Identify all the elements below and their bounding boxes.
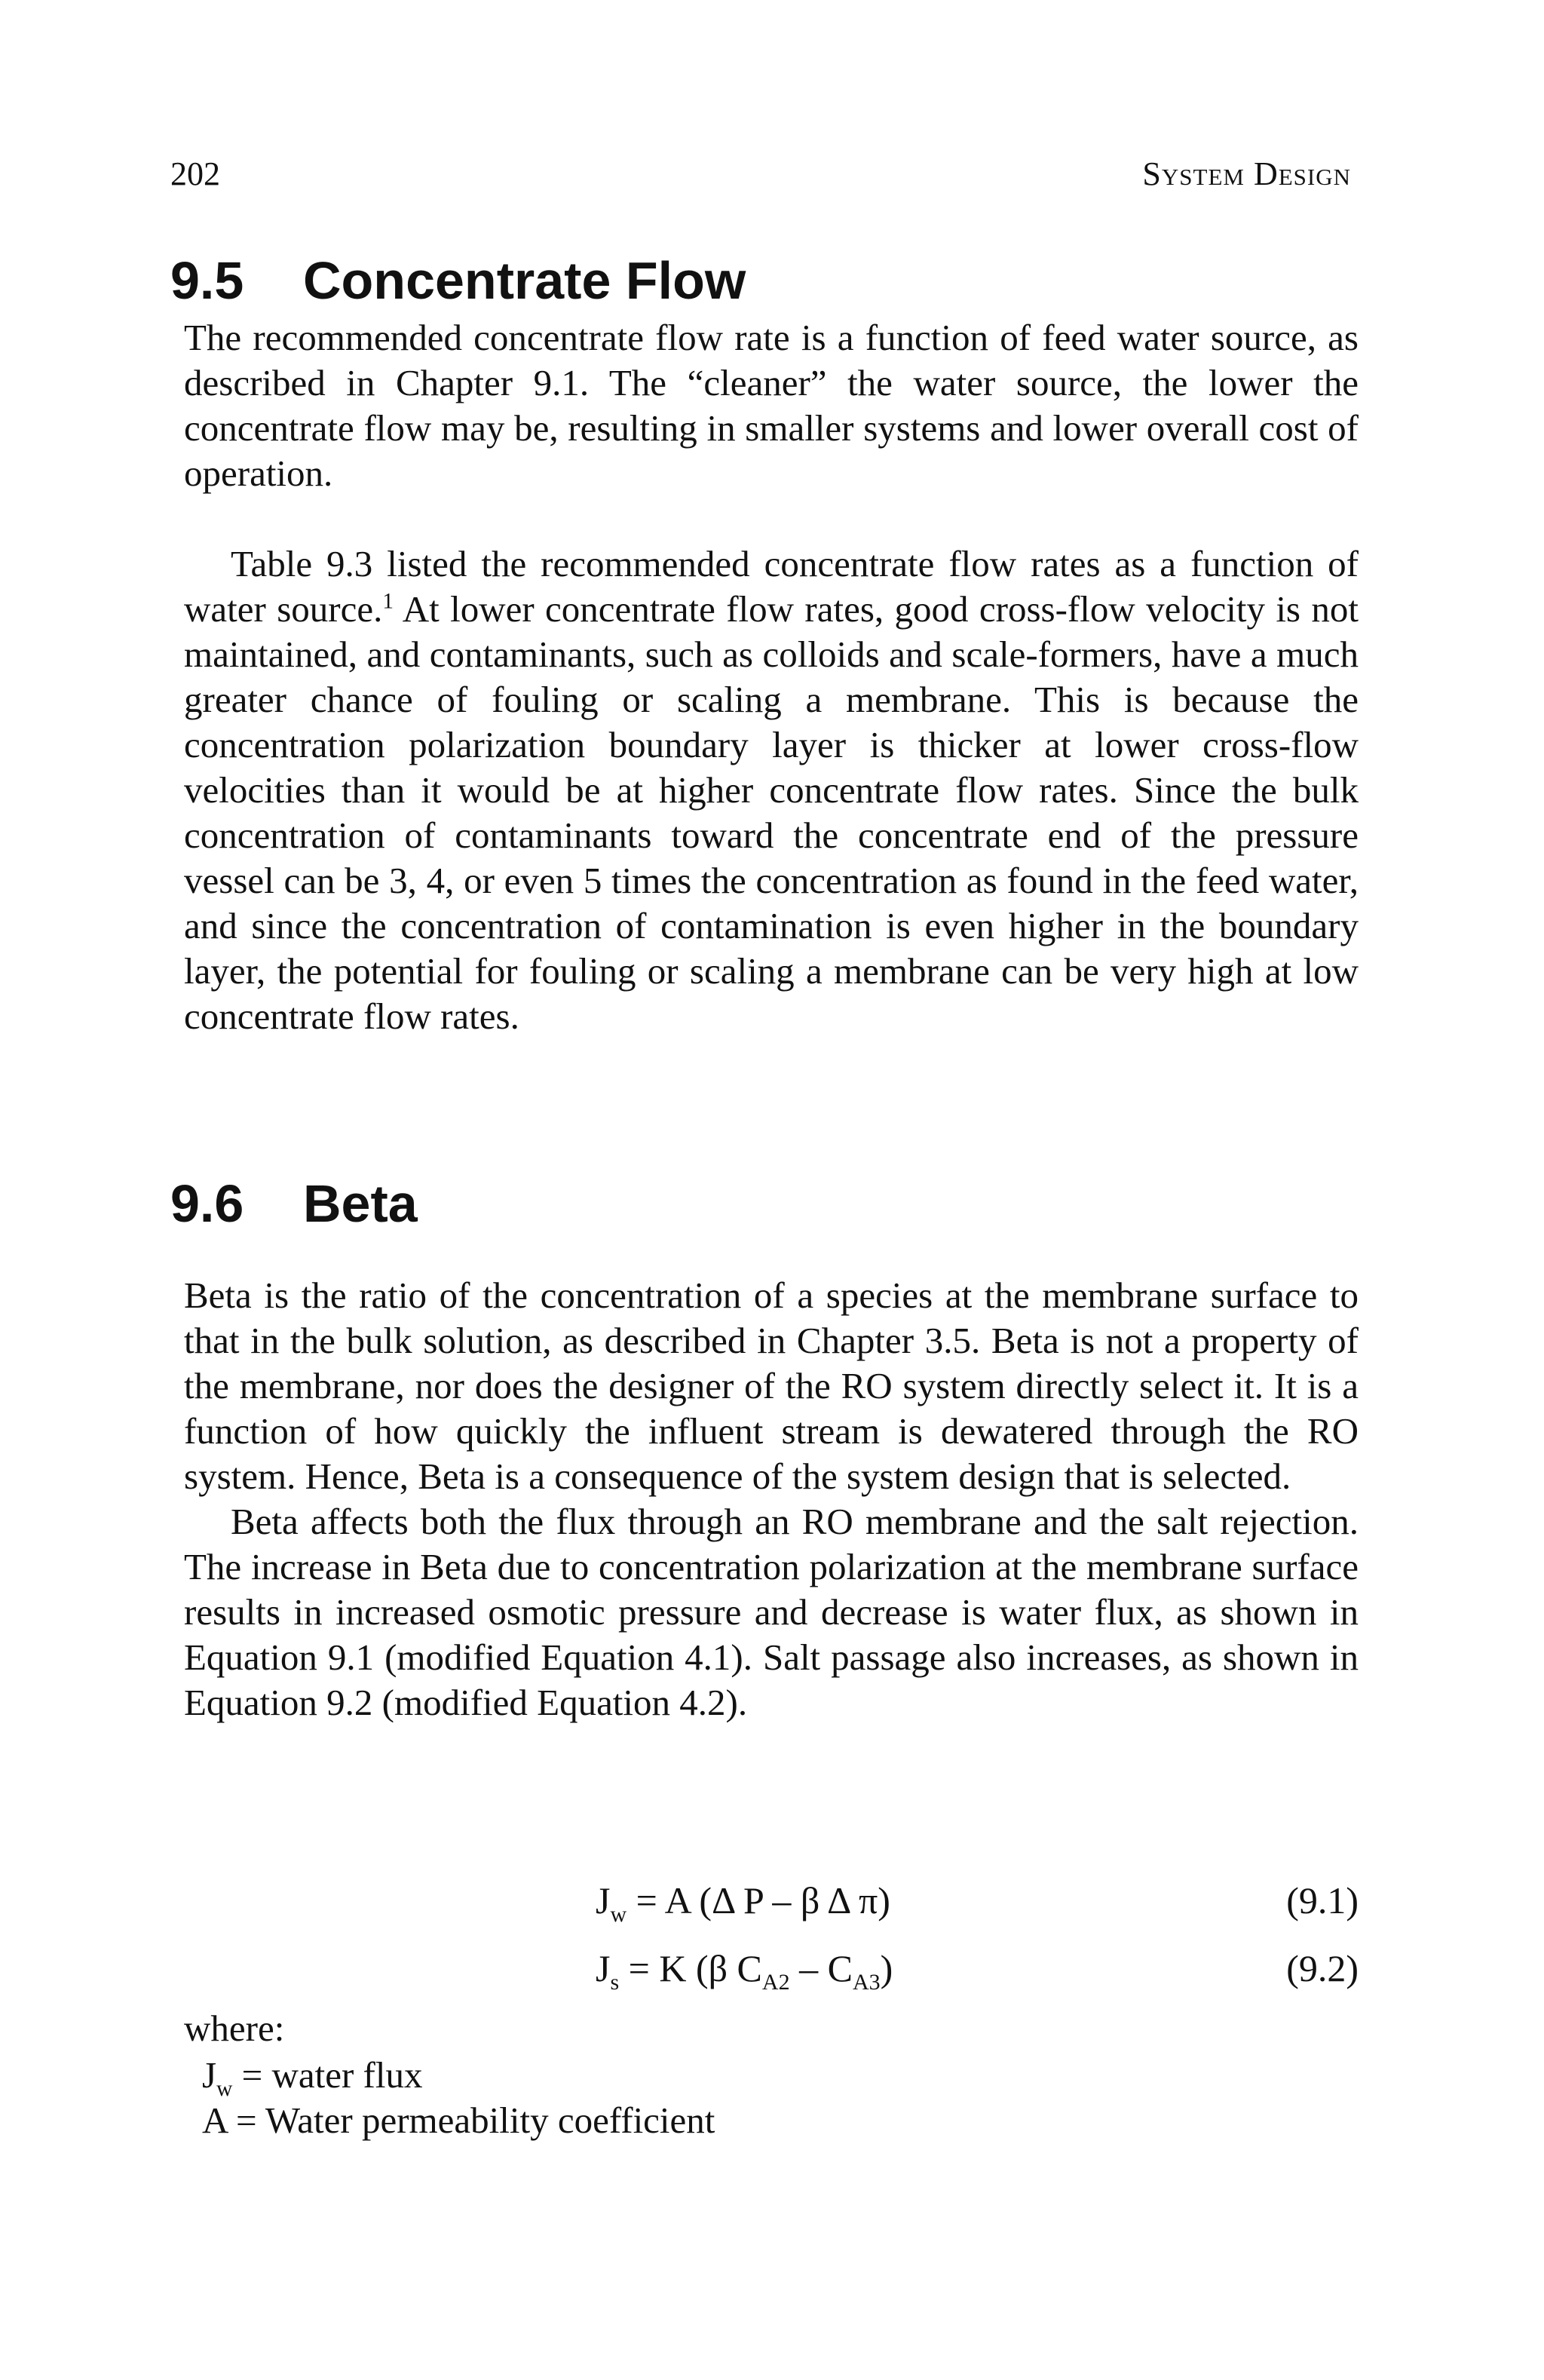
page-number: 202 (170, 155, 220, 192)
where-label: where: (184, 2007, 285, 2049)
equation-expression: $J_w = A$ (Δ P – β Δ π) (596, 1879, 890, 1927)
paragraph-text: At lower concentrate flow rates, good cross-flow velocity is not maintained, and contaminants, such as colloids and scale-formers, have a much greater chance of fouling or scaling a membrane. This is because the concentration polarization boundary layer is thicker at lower cross-flow velocities than it would be at higher concentrate flow rates. Since the bulk concentration of contaminants toward the concentrate end of the pressure vessel can be 3, 4, or even 5 times the concentration as found in the feed water, and since the concentration of contamination is even higher in the boundary layer, the potential for fouling or scaling a membrane can be very high at low concentrate flow rates. (184, 588, 1359, 1037)
section-title: Concentrate Flow (303, 251, 746, 310)
section-heading-9-5 (170, 250, 746, 311)
equation-9-1 (596, 1876, 1359, 1925)
section-number: 9.5 (170, 251, 244, 310)
equation-9-2 (596, 1944, 1359, 1995)
equation-expression: $J_s = K$ (β $C_{A2} - C_{A3}$) (596, 1947, 893, 1995)
section-number: 9.6 (170, 1174, 244, 1233)
definition-item: A = Water permeability coefficient (202, 2099, 715, 2141)
paragraph: Beta affects both the flux through an RO membrane and the salt rejection. The increase in Beta due to concentration polarization at the membrane surface results in increased osmotic pressure and decrease is water flux, as shown in Equation 9.1 (modified Equation 4.1). Salt passage also increases, as shown in Equation 9.2 (modified Equation 4.2). (184, 1501, 1359, 1723)
paragraph-text: Table 9.3 listed the recommended concentrate flow rates as a function of water source. (184, 543, 1359, 630)
paragraph: Beta is the ratio of the concentration of a species at the membrane surface to that in the bulk solution, as described in Chapter 3.5. Beta is not a property of the membrane, nor does the designer of the RO system directly select it. It is a function of how quickly the influent stream is dewatered through the RO system. Hence, Beta is a consequence of the system design that is selected. (184, 1274, 1359, 1497)
paragraph (184, 541, 1359, 1039)
equation-number: (9.2) (1286, 1947, 1359, 1989)
section-heading-9-6 (170, 1173, 418, 1234)
definition-item: $J_w$ = water flux (202, 2054, 423, 2101)
footnote-reference: 1 (382, 589, 394, 614)
paragraph: The recommended concentrate flow rate is a function of feed water source, as described in Chapter 9.1. The “cleaner” the water source, the lower the concentrate flow may be, resulting in smaller systems and lower overall cost of operation. (184, 317, 1359, 494)
equation-number: (9.1) (1286, 1879, 1359, 1921)
running-head: System Design (1142, 155, 1351, 192)
section-title: Beta (303, 1174, 418, 1233)
